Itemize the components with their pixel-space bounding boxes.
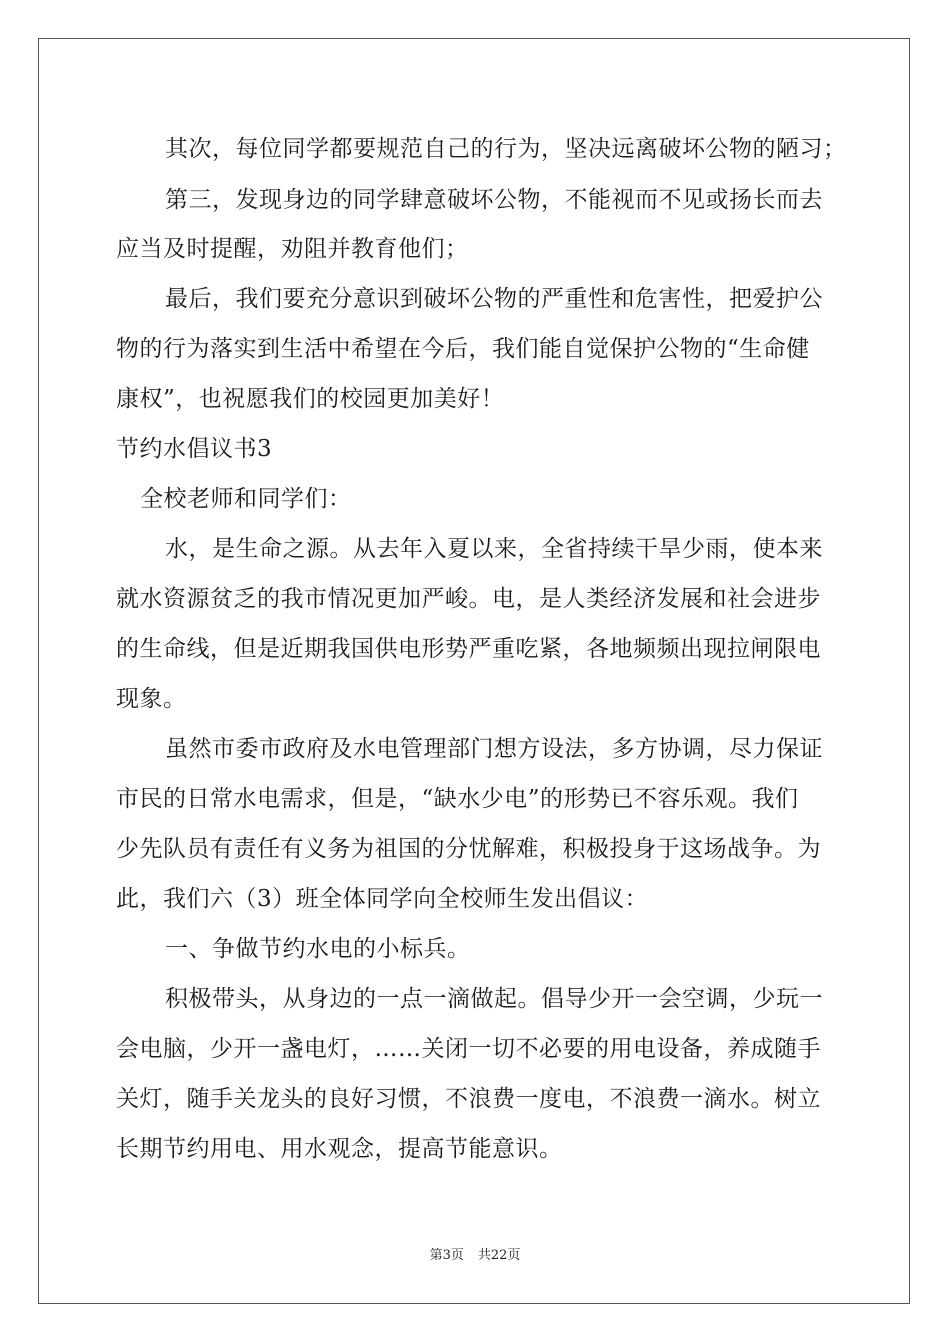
paragraph-line: 市民的日常水电需求，但是，“缺水少电”的形势已不容乐观。我们 (116, 786, 799, 812)
paragraph-line: 其次，每位同学都要规范自己的行为，坚决远离破坏公物的陋习； (165, 136, 847, 162)
paragraph-line: 水，是生命之源。从去年入夏以来，全省持续干旱少雨，使本来 (165, 536, 823, 562)
paragraph-line: 会电脑，少开一盏电灯，……关闭一切不必要的用电设备，养成随手 (116, 1036, 821, 1062)
paragraph-line: 第三，发现身边的同学肆意破坏公物，不能视而不见或扬长而去 (165, 187, 823, 213)
paragraph-line: 关灯，随手关龙头的良好习惯，不浪费一度电，不浪费一滴水。树立 (116, 1086, 821, 1112)
section-heading: 节约水倡议书3 (116, 436, 273, 462)
paragraph-line: 长期节约用电、用水观念，提高节能意识。 (116, 1136, 563, 1162)
page-footer (0, 1248, 950, 1264)
salutation-line: 全校老师和同学们： (140, 486, 352, 512)
paragraph-line: 少先队员有责任有义务为祖国的分忧解难，积极投身于这场战争。为 (116, 836, 821, 862)
page-number: 第3页 (429, 1248, 464, 1263)
paragraph-line: 此，我们六（3）班全体同学向全校师生发出倡议： (116, 886, 649, 912)
paragraph-line: 的生命线，但是近期我国供电形势严重吃紧，各地频频出现拉闸限电 (116, 636, 821, 662)
paragraph-line: 物的行为落实到生活中希望在今后，我们能自觉保护公物的“生命健 (116, 336, 810, 362)
page-border (38, 38, 910, 1304)
paragraph-line: 应当及时提醒，劝阻并教育他们； (116, 236, 469, 262)
paragraph-line: 最后，我们要充分意识到破坏公物的严重性和危害性，把爱护公 (165, 286, 823, 312)
list-item-heading: 一、争做节约水电的小标兵。 (165, 936, 471, 962)
paragraph-line: 就水资源贫乏的我市情况更加严峻。电，是人类经济发展和社会进步 (116, 586, 821, 612)
page-total: 共22页 (477, 1248, 521, 1263)
paragraph-line: 康权”，也祝愿我们的校园更加美好！ (116, 386, 505, 412)
paragraph-line: 积极带头，从身边的一点一滴做起。倡导少开一会空调，少玩一 (165, 986, 823, 1012)
paragraph-line: 虽然市委市政府及水电管理部门想方设法，多方协调，尽力保证 (165, 736, 823, 762)
paragraph-line: 现象。 (116, 686, 187, 712)
